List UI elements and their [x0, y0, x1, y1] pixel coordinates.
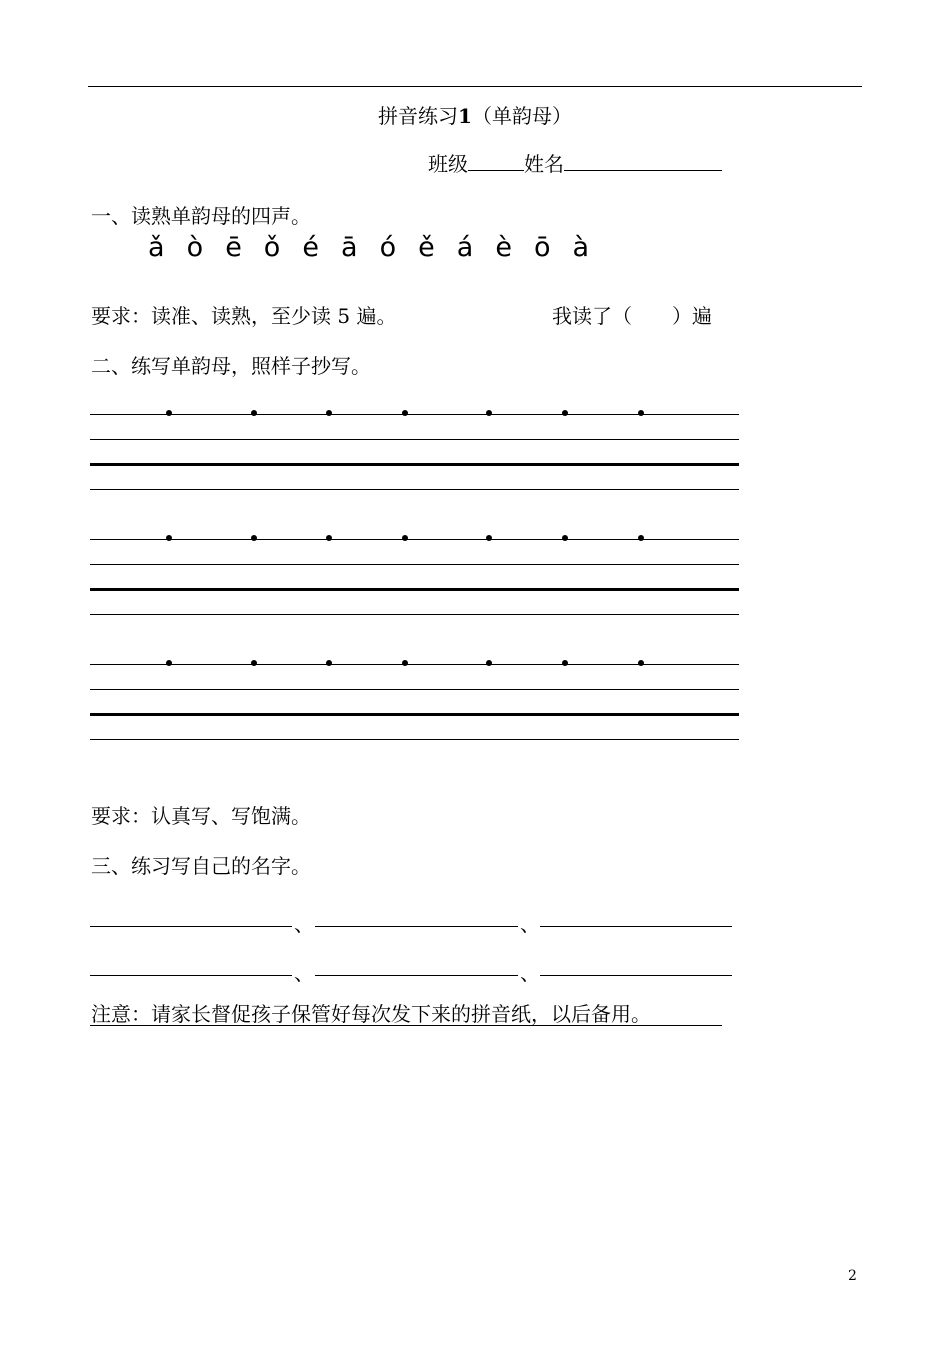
tone-mark: é	[302, 232, 319, 263]
stave-line	[90, 689, 739, 690]
writing-dot	[638, 535, 644, 541]
tone-mark: á	[456, 232, 474, 263]
writing-dot	[638, 660, 644, 666]
tone-mark: ó	[379, 232, 397, 263]
page-number: 2	[848, 1268, 857, 1284]
writing-dot	[326, 535, 332, 541]
writing-dot	[166, 660, 172, 666]
name-separator: 、	[520, 961, 540, 985]
stave-line	[90, 439, 739, 440]
writing-dot	[326, 410, 332, 416]
section2-heading: 二、练写单韵母，照样子抄写。	[91, 354, 371, 378]
stave-line	[90, 614, 739, 615]
section3-heading: 三、练习写自己的名字。	[91, 854, 311, 878]
class-label: 班级	[428, 152, 468, 176]
tone-mark: è	[495, 232, 512, 263]
class-blank[interactable]	[468, 169, 524, 171]
writing-dot	[166, 535, 172, 541]
writing-dot	[562, 410, 568, 416]
name-separator: 、	[520, 912, 540, 936]
read-count-field: 我读了（ ）遍	[552, 304, 712, 328]
writing-dot	[402, 660, 408, 666]
writing-dot	[326, 660, 332, 666]
title-prefix: 拼音练习	[378, 104, 459, 128]
parent-note: 注意：请家长督促孩子保管好每次发下来的拼音纸，以后备用。	[91, 1002, 651, 1026]
writing-dot	[402, 410, 408, 416]
name-write-line[interactable]	[90, 926, 292, 927]
tone-mark: ǎ	[148, 232, 165, 263]
name-separator: 、	[294, 961, 314, 985]
writing-dot	[638, 410, 644, 416]
tone-mark: à	[572, 232, 590, 263]
name-blank[interactable]	[564, 169, 722, 171]
tone-mark: ǒ	[263, 232, 281, 263]
writing-dot	[562, 535, 568, 541]
tone-mark: ě	[418, 232, 435, 263]
section1-heading: 一、读熟单韵母的四声。	[91, 204, 311, 228]
name-label: 姓名	[524, 152, 564, 176]
tone-mark: ò	[186, 232, 204, 263]
writing-dot	[251, 535, 257, 541]
stave-baseline	[90, 713, 739, 716]
stave-baseline	[90, 463, 739, 466]
writing-dot	[486, 660, 492, 666]
note-underline	[90, 1025, 722, 1026]
tone-marks-row	[148, 232, 611, 263]
stave-line	[90, 739, 739, 740]
writing-dot	[486, 535, 492, 541]
header-rule	[88, 86, 862, 87]
writing-dot	[166, 410, 172, 416]
writing-dot	[251, 660, 257, 666]
tone-mark: ē	[225, 232, 242, 263]
stave-line	[90, 564, 739, 565]
section2-requirement: 要求：认真写、写饱满。	[91, 804, 311, 828]
section1-requirement: 要求：读准、读熟，至少读 5 遍。	[91, 304, 397, 328]
tone-mark: ā	[340, 232, 358, 263]
writing-dot	[486, 410, 492, 416]
title-suffix: （单韵母）	[471, 104, 572, 128]
name-separator: 、	[294, 912, 314, 936]
tone-mark: ō	[533, 232, 551, 263]
class-name-row	[428, 148, 722, 177]
name-write-line[interactable]	[315, 975, 518, 976]
name-write-line[interactable]	[540, 975, 732, 976]
writing-dot	[251, 410, 257, 416]
name-write-line[interactable]	[540, 926, 732, 927]
title-number: 1	[458, 104, 472, 128]
writing-dot	[562, 660, 568, 666]
name-write-line[interactable]	[315, 926, 518, 927]
name-write-line[interactable]	[90, 975, 292, 976]
stave-line	[90, 489, 739, 490]
page-title	[0, 100, 950, 129]
writing-dot	[402, 535, 408, 541]
stave-baseline	[90, 588, 739, 591]
